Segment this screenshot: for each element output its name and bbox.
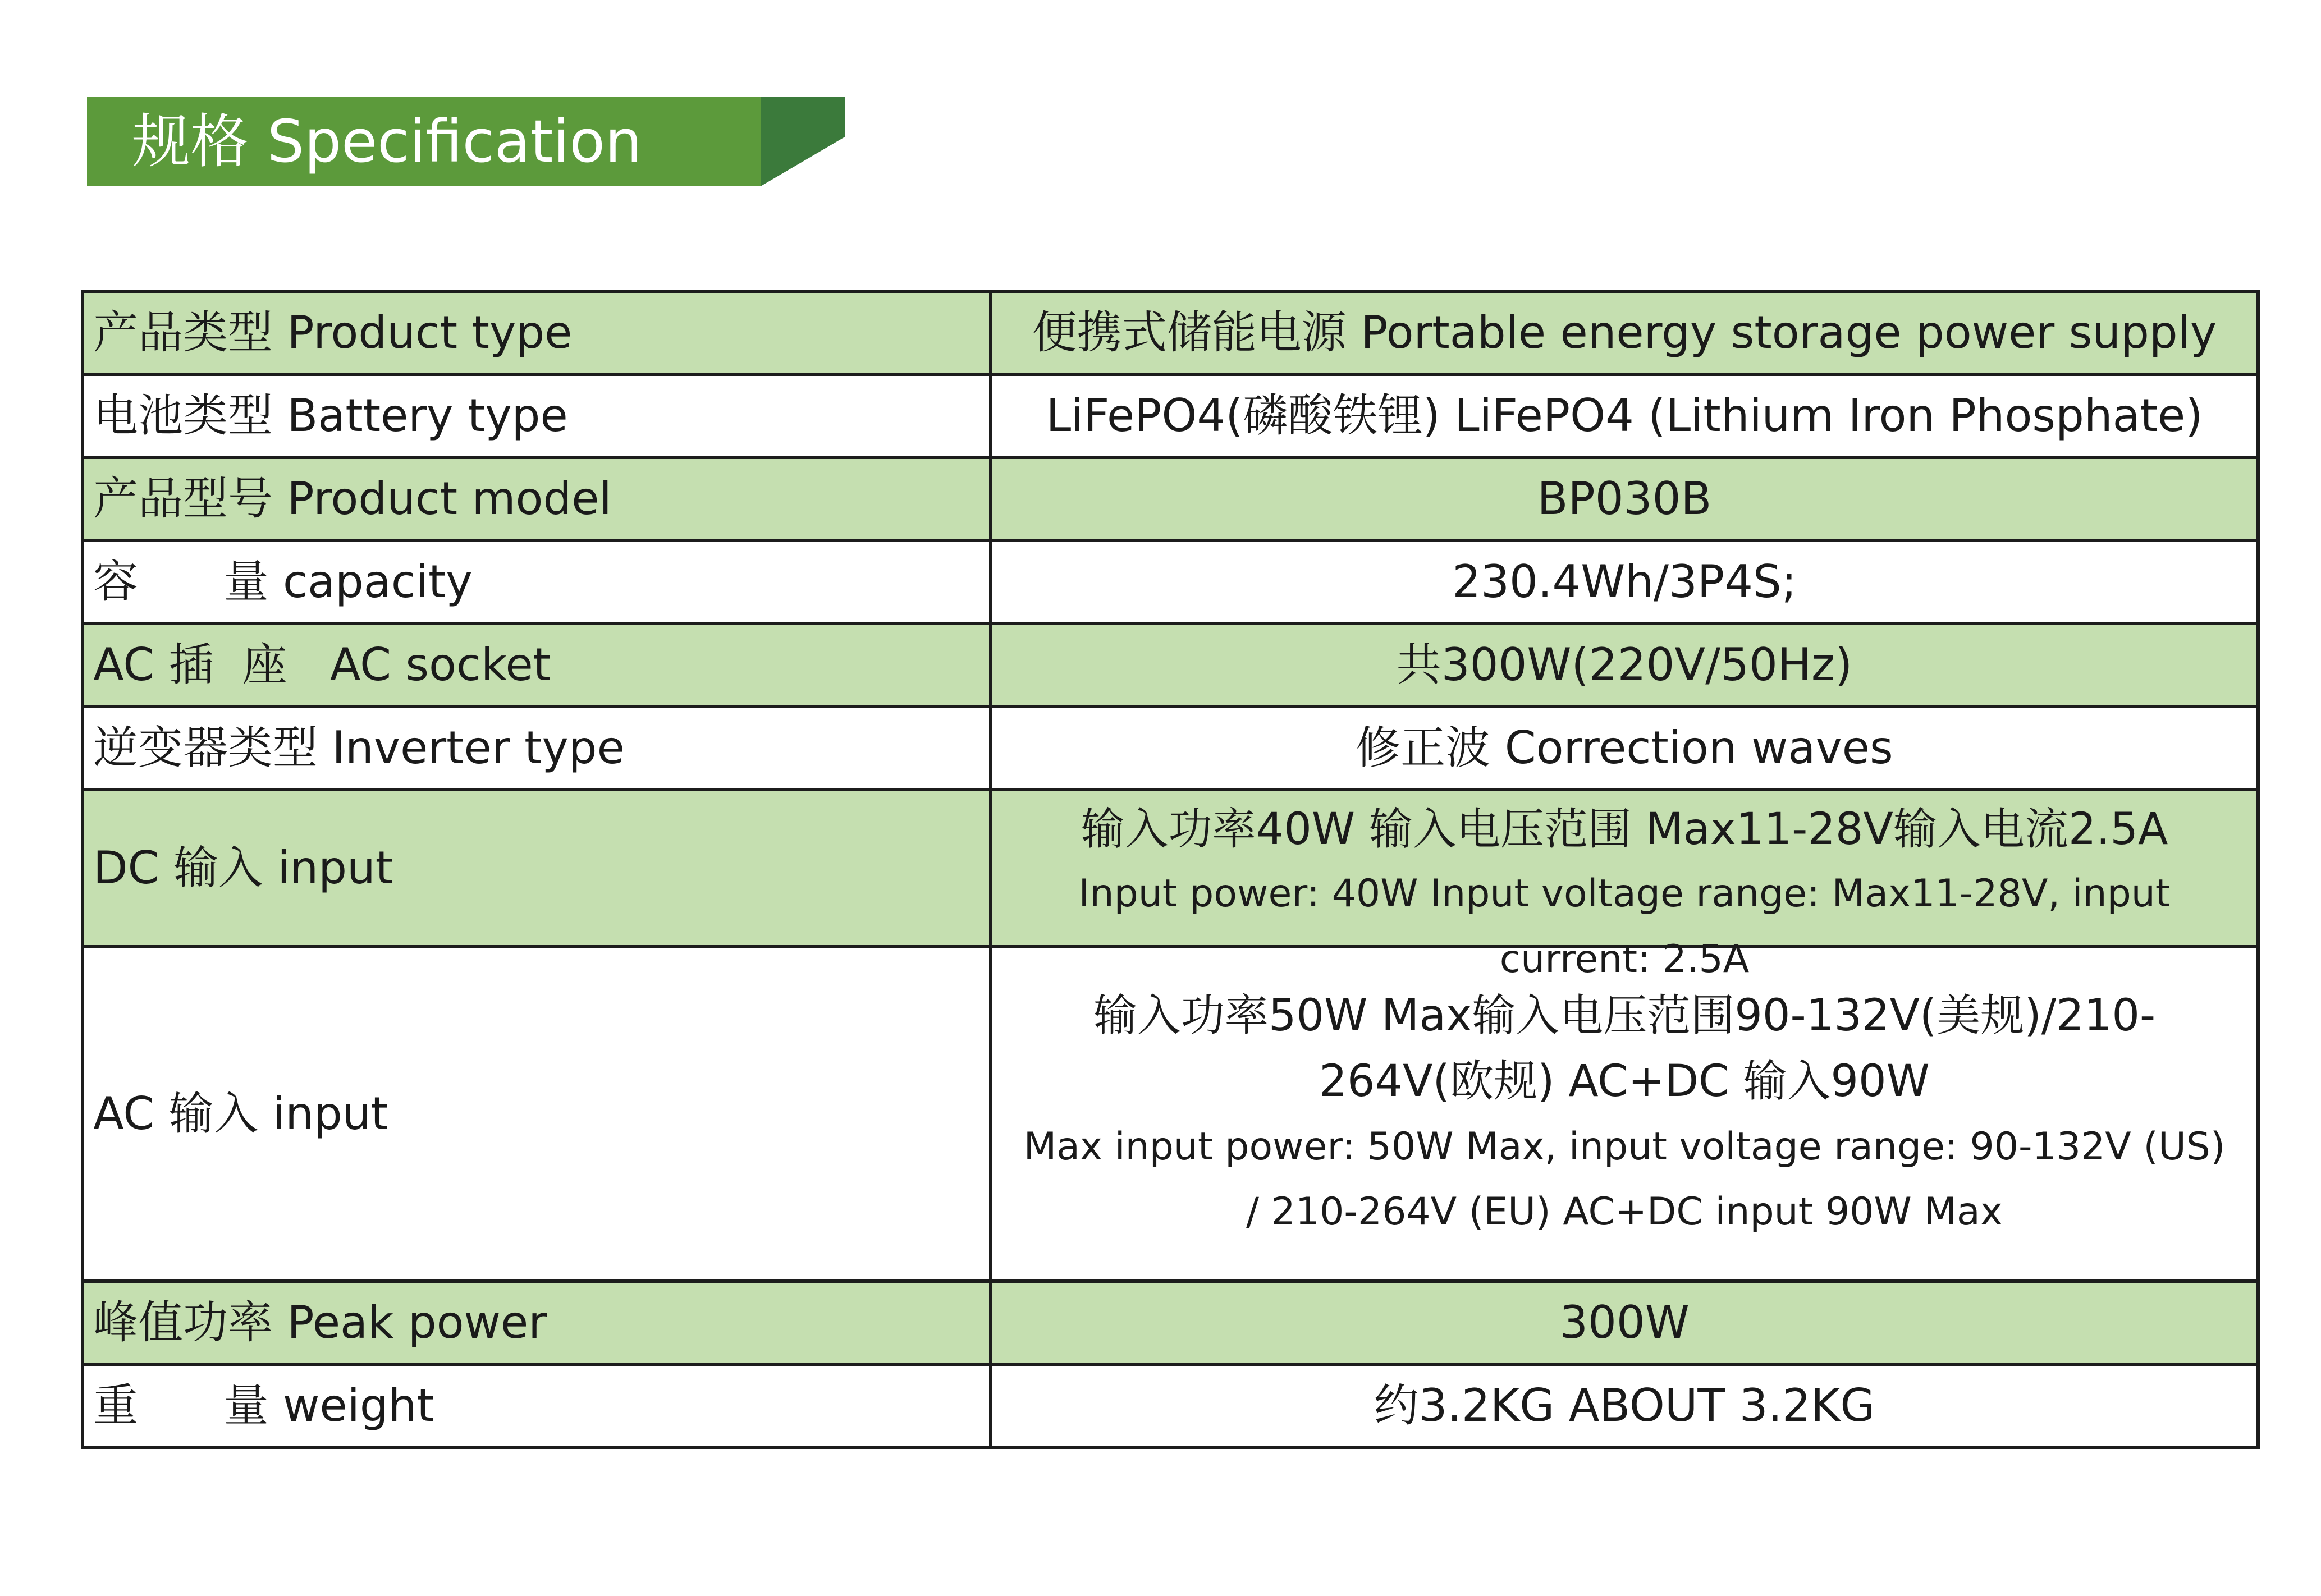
table-row xyxy=(83,374,2258,457)
table-row xyxy=(83,1364,2258,1447)
section-title: 规格 Specification xyxy=(132,107,642,176)
spec-label: AC 输入 input xyxy=(83,947,991,1281)
spec-value: 修正波 Correction waves xyxy=(991,707,2258,790)
spec-value: 300W xyxy=(991,1281,2258,1364)
spec-label: 产品型号 Product model xyxy=(83,457,991,540)
spec-value-en: Input power: 40W Input voltage range: Max11-28V, input current: 2.5A xyxy=(1078,872,2171,982)
spec-value: 共300W(220V/50Hz) xyxy=(991,623,2258,707)
dc-input-text xyxy=(1015,791,2234,982)
table-row xyxy=(83,540,2258,623)
spec-value-cn: 输入功率40W 输入电压范围 Max11-28V输入电流2.5A xyxy=(1081,804,2168,855)
spec-value: 230.4Wh/3P4S; xyxy=(991,540,2258,623)
table-row xyxy=(83,707,2258,790)
table-row xyxy=(83,947,2258,1281)
spec-value: BP030B xyxy=(991,457,2258,540)
spec-value-cell xyxy=(991,947,2258,1281)
spec-label: 产品类型 Product type xyxy=(83,291,991,374)
spec-value-en: Max input power: 50W Max, input voltage range: 90-132V (US) / 210-264V (EU) AC+DC input 90W Max xyxy=(1023,1125,2226,1234)
spec-label: 逆变器类型 Inverter type xyxy=(83,707,991,790)
table-row xyxy=(83,623,2258,707)
section-header-banner xyxy=(87,97,845,186)
specification-table xyxy=(81,290,2260,1449)
spec-label: 容 量 capacity xyxy=(83,540,991,623)
spec-value-cn: 输入功率50W Max输入电压范围90-132V(美规)/210-264V(欧规) AC+DC 输入90W xyxy=(1093,990,2156,1107)
spec-value: LiFePO4(磷酸铁锂) LiFePO4 (Lithium Iron Phosphate) xyxy=(991,374,2258,457)
table-row xyxy=(83,291,2258,374)
spec-value-cell xyxy=(991,790,2258,982)
spec-label: DC 输入 input xyxy=(83,790,991,947)
spec-value: 约3.2KG ABOUT 3.2KG xyxy=(991,1364,2258,1447)
table-row xyxy=(83,457,2258,540)
spec-label: 峰值功率 Peak power xyxy=(83,1281,991,1364)
table-row xyxy=(83,790,2258,947)
spec-label: 电池类型 Battery type xyxy=(83,374,991,457)
spec-value: 便携式储能电源 Portable energy storage power supply xyxy=(991,291,2258,374)
table-row xyxy=(83,1281,2258,1364)
spec-label: AC 插 座 AC socket xyxy=(83,623,991,707)
spec-label: 重 量 weight xyxy=(83,1364,991,1447)
